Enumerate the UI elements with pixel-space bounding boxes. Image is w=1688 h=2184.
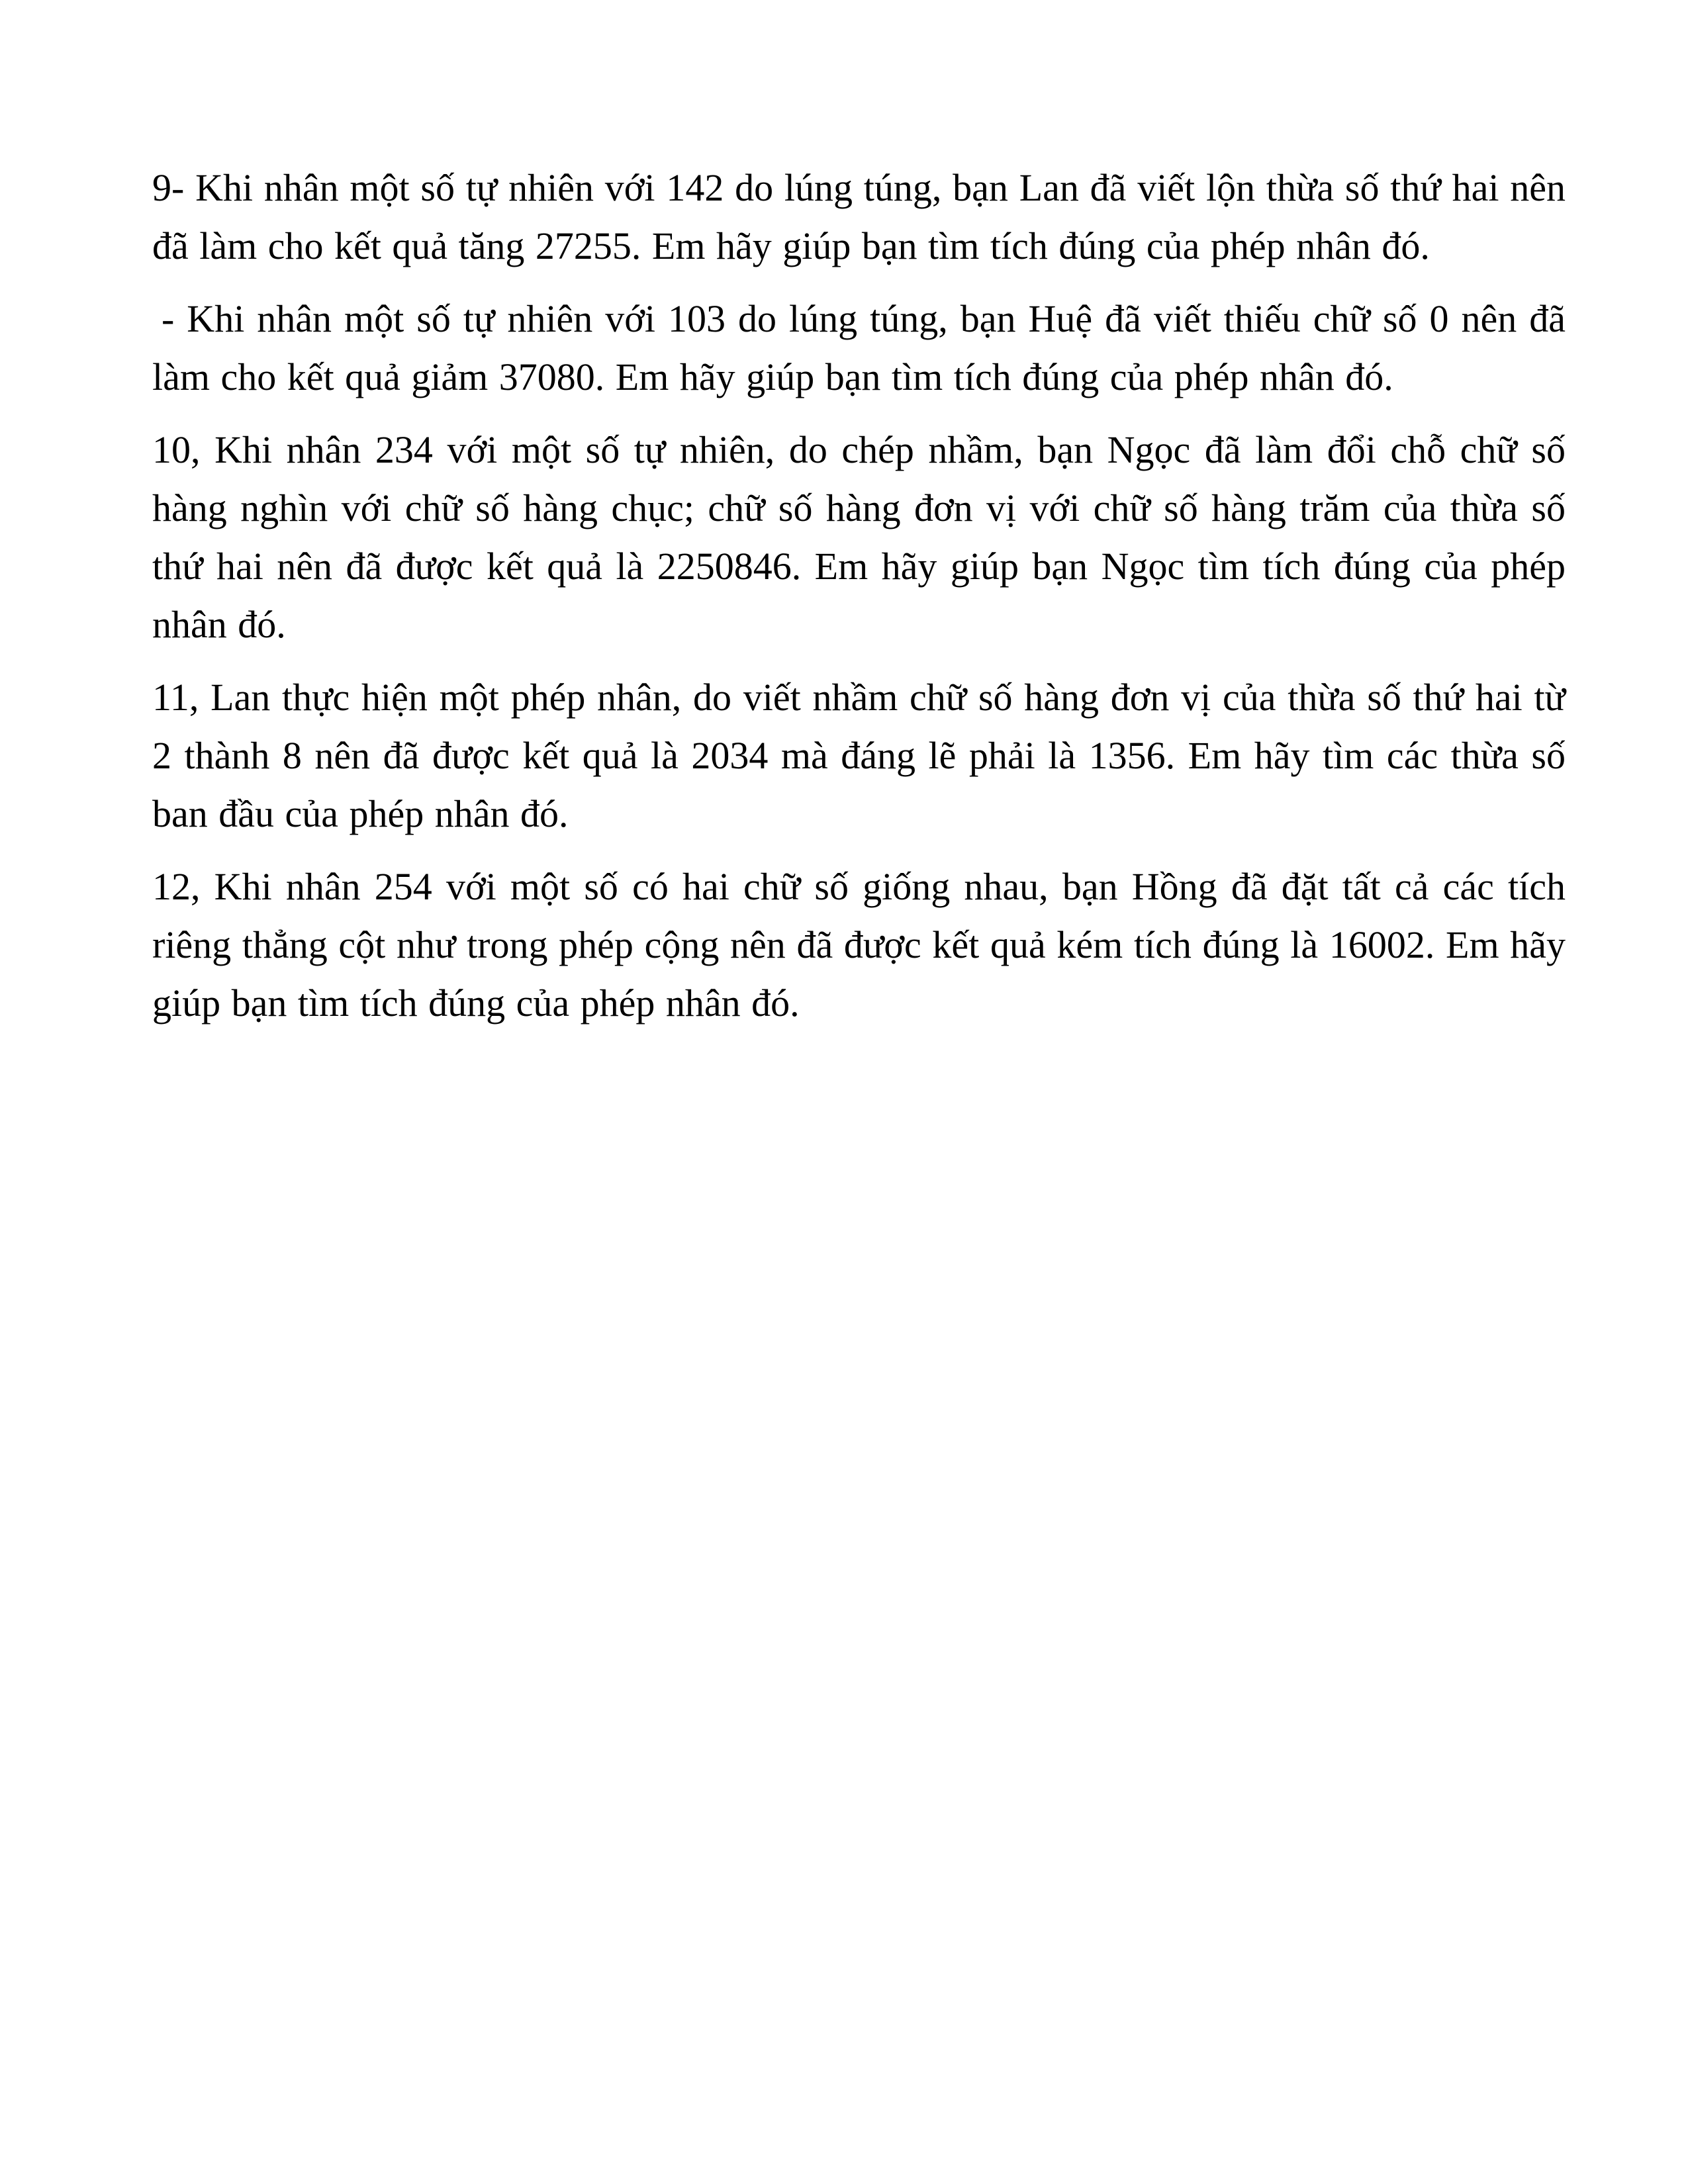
paragraph-problem-9-part1: 9- Khi nhân một số tự nhiên với 142 do lúng túng, bạn Lan đã viết lộn thừa số thứ hai nên đã làm cho kết quả tăng 27255. Em hãy giúp bạn tìm tích đúng của phép nhân đó. [152,166,1566,267]
paragraph-problem-9-part2: - Khi nhân một số tự nhiên với 103 do lúng túng, bạn Huệ đã viết thiếu chữ số 0 nên đã làm cho kết quả giảm 37080. Em hãy giúp bạn tìm tích đúng của phép nhân đó. [152,297,1566,398]
paragraph-problem-10: 10, Khi nhân 234 với một số tự nhiên, do chép nhầm, bạn Ngọc đã làm đổi chỗ chữ số hàng nghìn với chữ số hàng chục; chữ số hàng đơn vị với chữ số hàng trăm của thừa số thứ hai nên đã được kết quả là 2250846. Em hãy giúp bạn Ngọc tìm tích đúng của phép nhân đó. [152,428,1566,646]
text-block [152,159,1566,1047]
paragraph-problem-12: 12, Khi nhân 254 với một số có hai chữ số giống nhau, bạn Hồng đã đặt tất cả các tích riêng thẳng cột như trong phép cộng nên đã được kết quả kém tích đúng là 16002. Em hãy giúp bạn tìm tích đúng của phép nhân đó. [152,865,1566,1024]
paragraph-problem-11: 11, Lan thực hiện một phép nhân, do viết nhầm chữ số hàng đơn vị của thừa số thứ hai từ 2 thành 8 nên đã được kết quả là 2034 mà đáng lẽ phải là 1356. Em hãy tìm các thừa số ban đầu của phép nhân đó. [152,676,1566,835]
